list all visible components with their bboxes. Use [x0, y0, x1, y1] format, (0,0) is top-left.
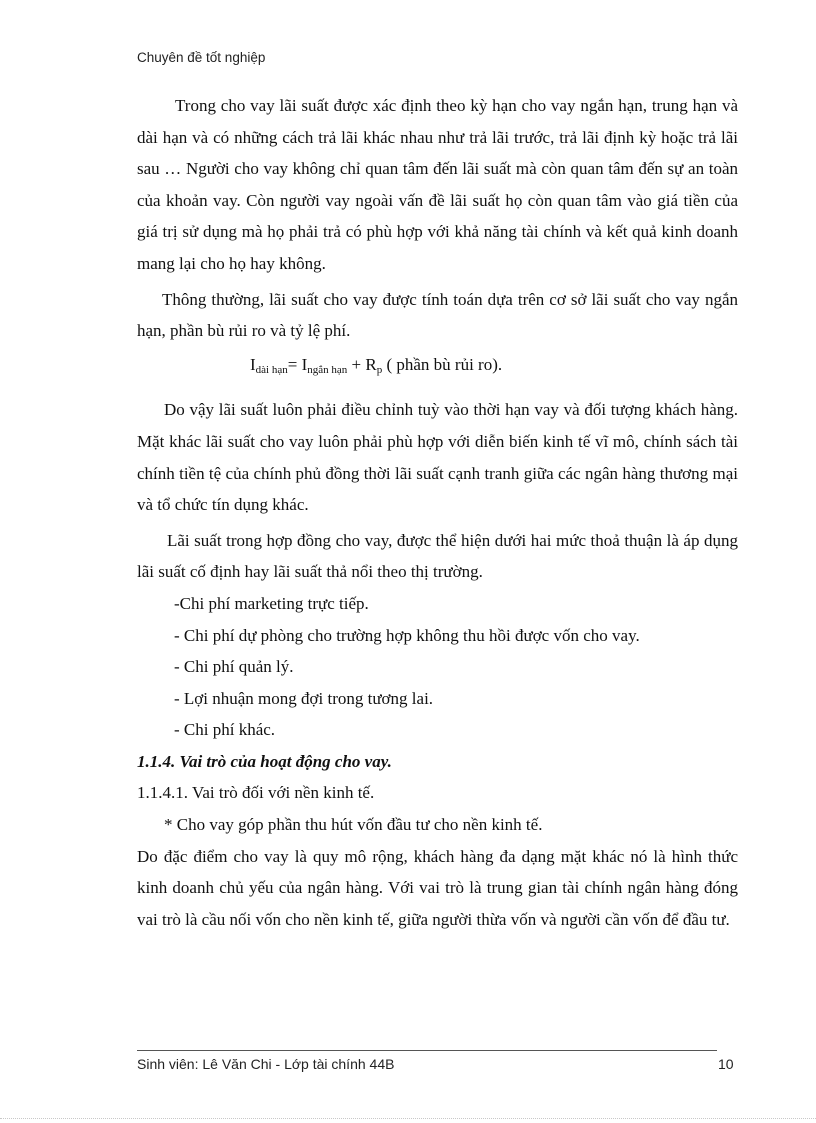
list-item: - Chi phí khác.	[174, 720, 276, 740]
paragraph-lending-role: Do đặc điểm cho vay là quy mô rộng, khách hàng đa dạng mặt khác nó là hình thức kinh doanh chủ yếu của ngân hàng. Với vai trò là trung gian tài chính ngân hàng đóng vai trò là cầu nối vốn cho nền kinh tế, giữa người thừa vốn và người cần vốn để đầu tư.	[137, 846, 738, 929]
list-item: -Chi phí marketing trực tiếp.	[174, 593, 369, 613]
page-body	[137, 90, 738, 935]
page-number: 10	[718, 1056, 734, 1072]
star-point: * Cho vay góp phần thu hút vốn đầu tư cho nền kinh tế.	[164, 815, 543, 835]
list-item: - Lợi nhuận mong đợi trong tương lai.	[174, 688, 434, 708]
interest-formula: $I_{dài hạn}= I_{ngắn hạn} + R_p$ ( phần bù rủi ro).	[250, 354, 503, 376]
section-heading: 1.1.4. Vai trò của hoạt động cho vay.	[137, 751, 392, 771]
paragraph-contract-rate: Lãi suất trong hợp đồng cho vay, được thể hiện dưới hai mức thoả thuận là áp dụng lãi suất cố định hay lãi suất thả nổi theo thị trường.	[137, 530, 738, 582]
list-item: - Chi phí quản lý.	[174, 657, 294, 677]
paragraph-interest-calculation: Thông thường, lãi suất cho vay được tính toán dựa trên cơ sở lãi suất cho vay ngắn hạn, phần bù rủi ro và tỷ lệ phí.	[137, 289, 738, 341]
footer-divider	[137, 1050, 717, 1051]
footer-student-info: Sinh viên: Lê Văn Chi - Lớp tài chính 44B	[137, 1056, 395, 1072]
document-header: Chuyên đề tốt nghiệp	[137, 50, 266, 65]
subsection-heading: 1.1.4.1. Vai trò đối với nền kinh tế.	[137, 783, 375, 803]
list-item: - Chi phí dự phòng cho trường hợp không thu hồi được vốn cho vay.	[174, 625, 640, 645]
paragraph-interest-terms: Trong cho vay lãi suất được xác định theo kỳ hạn cho vay ngắn hạn, trung hạn và dài hạn và có những cách trả lãi khác nhau như trả lãi trước, trả lãi định kỳ hoặc trả lãi sau … Người cho vay không chỉ quan tâm đến lãi suất mà còn quan tâm đến sự an toàn của khoản vay. Còn người vay ngoài vấn đề lãi suất họ còn quan tâm vào giá tiền của giá trị sử dụng mà họ phải trả có phù hợp với khả năng tài chính và kết quả kinh doanh mang lại cho họ hay không.	[137, 96, 738, 273]
page-edge-divider	[0, 1118, 816, 1119]
paragraph-interest-adjustment: Do vậy lãi suất luôn phải điều chỉnh tuỳ vào thời hạn vay và đối tượng khách hàng. Mặt khác lãi suất cho vay luôn phải phù hợp với diễn biến kinh tế vĩ mô, chính sách tài chính tiền tệ của chính phủ đồng thời lãi suất cạnh tranh giữa các ngân hàng thương mại và tổ chức tín dụng khác.	[137, 400, 738, 515]
